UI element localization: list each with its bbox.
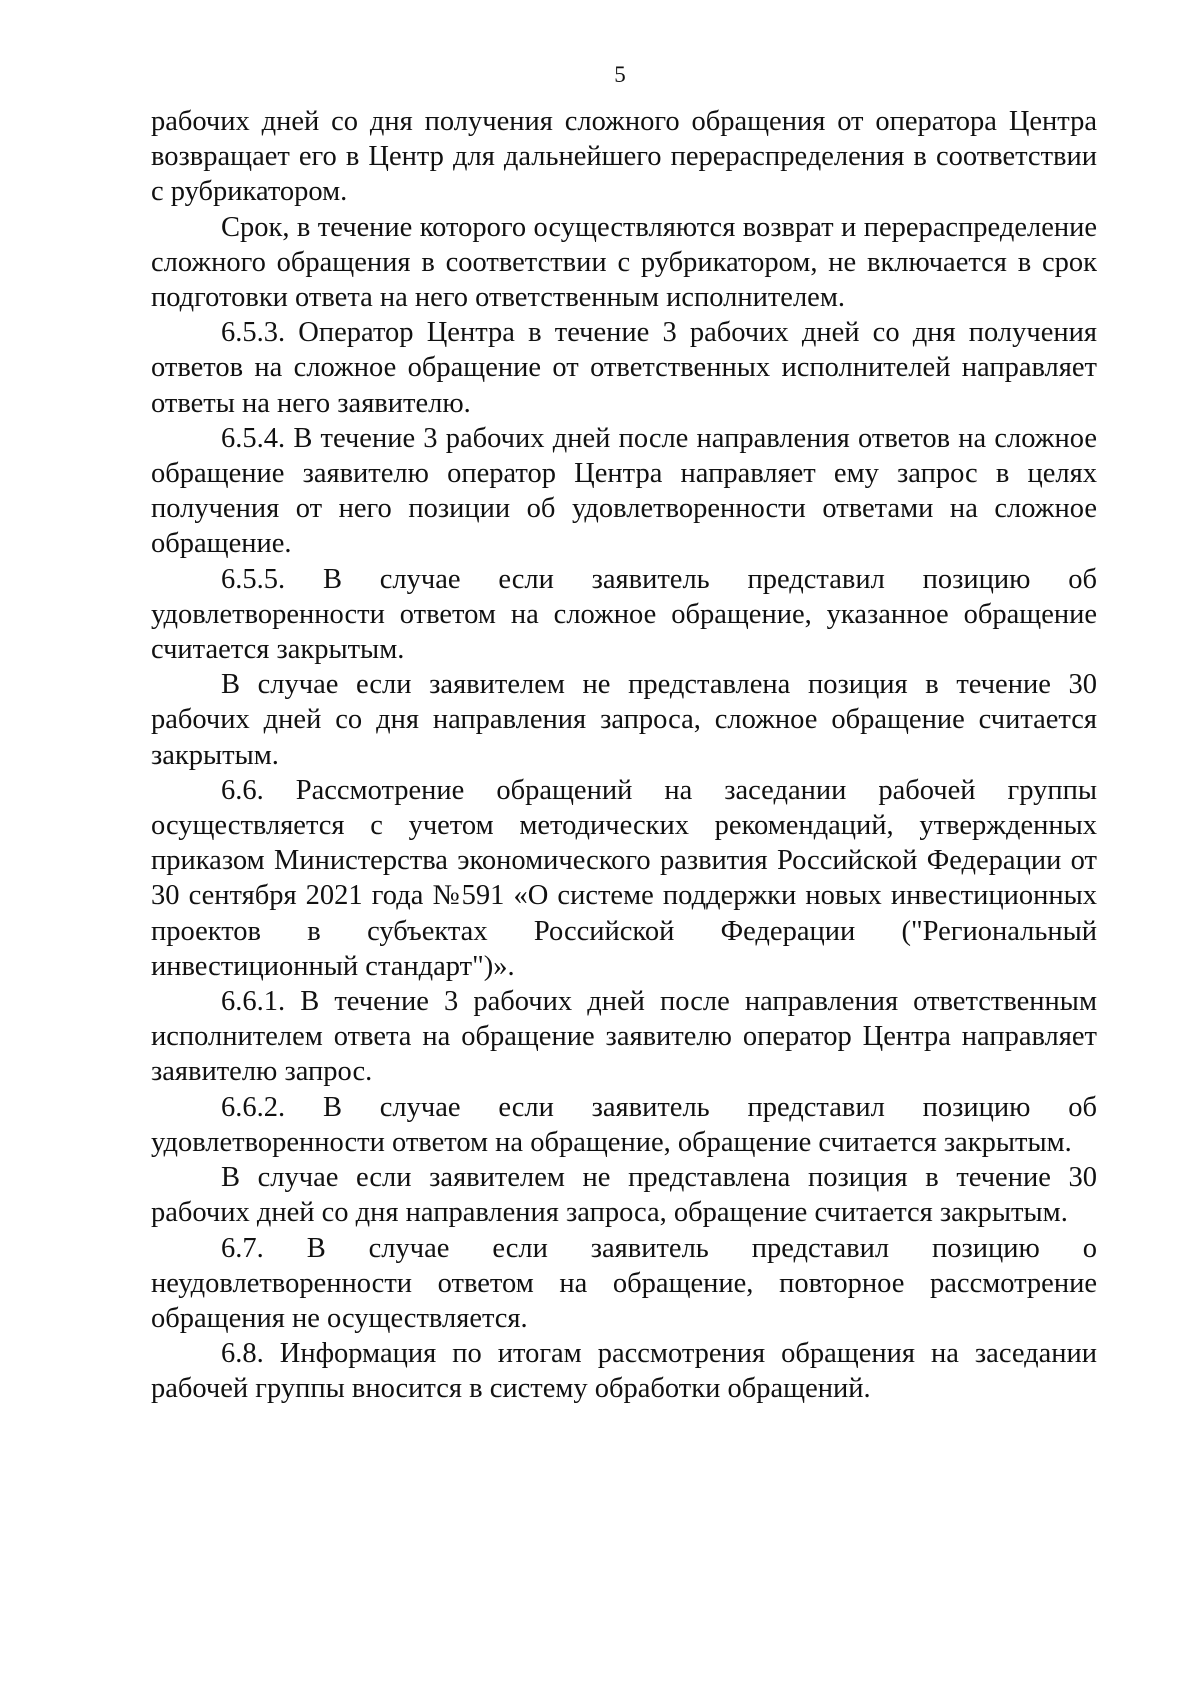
paragraph-continuation: рабочих дней со дня получения сложного обращения от оператора Центра возвращает его в Центр для дальнейшего перераспределения в соответствии с рубрикатором. (151, 106, 1097, 208)
page-number: 5 (614, 62, 626, 87)
paragraph-redistribution-term: Срок, в течение которого осуществляются возврат и перераспределение сложного обращения в соответствии с рубрикатором, не включается в срок подготовки ответа на него ответственным исполнителем. (151, 211, 1097, 314)
paragraph-6-6-2-no-position: В случае если заявителем не представлена позиция в течение 30 рабочих дней со дня направления запроса, обращение считается закрытым. (151, 1162, 1097, 1229)
paragraph-6-5-5-no-position: В случае если заявителем не представлена позиция в течение 30 рабочих дней со дня направления запроса, сложное обращение считается закрытым. (151, 669, 1097, 771)
paragraph-6-7: 6.7. В случае если заявитель представил позицию о неудовлетворенности ответом на обращение, повторное рассмотрение обращения не осуществляется. (151, 1232, 1097, 1334)
paragraph-6-5-4: 6.5.4. В течение 3 рабочих дней после направления ответов на сложное обращение заявителю оператор Центра направляет ему запрос в целях получения от него позиции об удовлетворенности ответами на сложное обращение. (151, 422, 1097, 560)
document-body (151, 104, 1097, 1407)
paragraph-6-5-5: 6.5.5. В случае если заявитель представил позицию об удовлетворенности ответом на сложное обращение, указанное обращение считается закрытым. (151, 563, 1097, 666)
paragraph-6-5-3: 6.5.3. Оператор Центра в течение 3 рабочих дней со дня получения ответов на сложное обращение от ответственных исполнителей направляет ответы на него заявителю. (151, 317, 1097, 419)
paragraph-6-6-2: 6.6.2. В случае если заявитель представил позицию об удовлетворенности ответом на обращение, обращение считается закрытым. (151, 1091, 1097, 1158)
paragraph-6-6-1: 6.6.1. В течение 3 рабочих дней после направления ответственным исполнителем ответа на обращение заявителю оператор Центра направляет заявителю запрос. (151, 986, 1097, 1088)
paragraph-6-6: 6.6. Рассмотрение обращений на заседании рабочей группы осуществляется с учетом методических рекомендаций, утвержденных приказом Министерства экономического развития Российской Федерации от 30 сентября 2021 года №591 «О системе поддержки новых инвестиционных проектов в субъектах Российской Федерации ("Региональный инвестиционный стандарт")». (151, 774, 1097, 982)
paragraph-6-8: 6.8. Информация по итогам рассмотрения обращения на заседании рабочей группы вносится в систему обработки обращений. (151, 1338, 1097, 1405)
